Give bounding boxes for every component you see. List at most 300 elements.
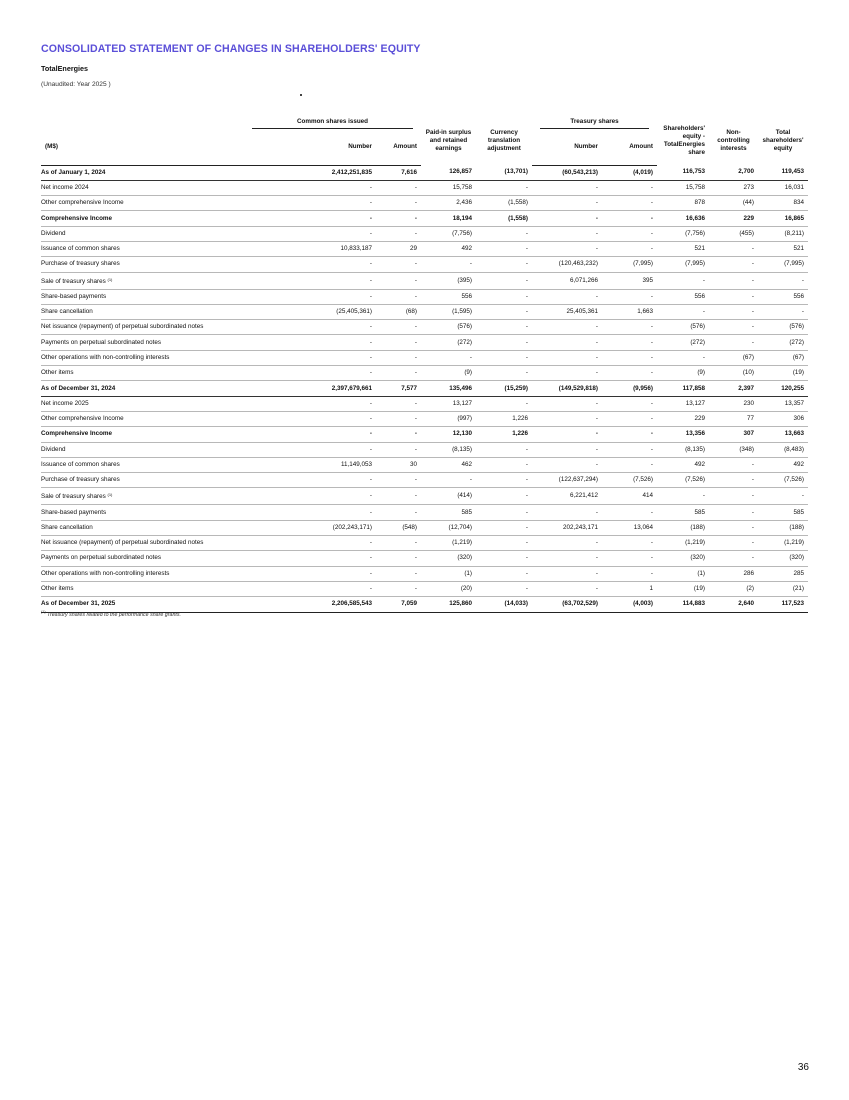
- table-cell: (548): [376, 520, 421, 535]
- table-cell: 16,636: [657, 211, 709, 226]
- table-cell: -: [376, 488, 421, 505]
- table-cell: -: [532, 581, 602, 596]
- table-cell: (202,243,171): [244, 520, 376, 535]
- table-cell: 1,226: [476, 427, 532, 442]
- table-cell: -: [532, 427, 602, 442]
- row-label: [41, 442, 244, 457]
- table-row: [41, 289, 808, 304]
- table-cell: -: [376, 257, 421, 272]
- table-cell: -: [421, 473, 476, 488]
- table-cell: (8,135): [421, 442, 476, 457]
- row-label-text: Issuance of common shares: [41, 460, 120, 468]
- table-row: [41, 381, 808, 396]
- row-label: [41, 257, 244, 272]
- table-cell: (7,526): [758, 473, 808, 488]
- table-cell: 1,226: [476, 411, 532, 426]
- header-total-equity: Total shareholders' equity: [762, 129, 804, 152]
- table-cell: (188): [758, 520, 808, 535]
- table-row: [41, 442, 808, 457]
- table-cell: -: [476, 581, 532, 596]
- table-cell: -: [758, 488, 808, 505]
- table-cell: (15,259): [476, 381, 532, 396]
- row-label-text: Other operations with non-controlling interests: [41, 353, 170, 361]
- table-row: [41, 165, 808, 180]
- table-cell: 13,357: [758, 396, 808, 411]
- table-cell: -: [244, 488, 376, 505]
- row-label-text: Purchase of treasury shares: [41, 476, 120, 484]
- table-cell: -: [602, 180, 657, 195]
- table-row: [41, 335, 808, 350]
- table-cell: -: [476, 241, 532, 256]
- table-cell: (1,595): [421, 304, 476, 319]
- table-cell: (348): [709, 442, 758, 457]
- table-header: [41, 117, 808, 165]
- table-cell: -: [476, 566, 532, 581]
- table-cell: -: [709, 473, 758, 488]
- table-cell: -: [476, 366, 532, 381]
- table-cell: 13,663: [758, 427, 808, 442]
- row-label-text: Other items: [41, 585, 74, 593]
- row-label-text: As of January 1, 2024: [41, 168, 106, 176]
- table-cell: 15,758: [657, 180, 709, 195]
- table-cell: 126,857: [421, 165, 476, 180]
- table-cell: -: [421, 350, 476, 365]
- row-label-text: Payments on perpetual subordinated notes: [41, 554, 162, 562]
- table-cell: -: [657, 350, 709, 365]
- table-cell: 229: [657, 411, 709, 426]
- header-unit-label: (M$): [41, 129, 244, 165]
- table-row: [41, 320, 808, 335]
- table-cell: -: [376, 335, 421, 350]
- table-cell: -: [476, 551, 532, 566]
- table-cell: (4,019): [602, 165, 657, 180]
- table-cell: (149,529,818): [532, 381, 602, 396]
- table-cell: -: [244, 551, 376, 566]
- table-cell: 395: [602, 272, 657, 289]
- row-label: [41, 457, 244, 472]
- table-cell: -: [532, 320, 602, 335]
- table-cell: 116,753: [657, 165, 709, 180]
- table-row: [41, 488, 808, 505]
- row-label-text: Sale of treasury shares: [41, 277, 106, 285]
- table-cell: (67): [709, 350, 758, 365]
- table-cell: -: [244, 442, 376, 457]
- table-cell: 7,059: [376, 597, 421, 612]
- table-cell: 117,858: [657, 381, 709, 396]
- table-cell: -: [376, 473, 421, 488]
- table-row: [41, 272, 808, 289]
- row-label: [41, 366, 244, 381]
- header-currency-translation: Currency translation adjustment: [487, 129, 521, 152]
- table-cell: (320): [758, 551, 808, 566]
- table-cell: 229: [709, 211, 758, 226]
- row-label: [41, 581, 244, 596]
- table-cell: -: [532, 411, 602, 426]
- row-label-text: Dividend: [41, 445, 66, 453]
- table-cell: -: [532, 551, 602, 566]
- header-treasury-amount: Amount: [602, 129, 657, 165]
- table-cell: 2,700: [709, 165, 758, 180]
- table-cell: (272): [421, 335, 476, 350]
- table-cell: -: [532, 366, 602, 381]
- table-cell: (9): [421, 366, 476, 381]
- table-cell: -: [244, 350, 376, 365]
- table-row: [41, 581, 808, 596]
- table-cell: 25,405,361: [532, 304, 602, 319]
- header-group-treasury-shares: Treasury shares: [532, 117, 657, 129]
- table-cell: -: [476, 520, 532, 535]
- row-label: [41, 473, 244, 488]
- table-cell: -: [602, 457, 657, 472]
- table-cell: (7,995): [657, 257, 709, 272]
- row-label-text: Other comprehensive Income: [41, 199, 124, 207]
- table-cell: 15,758: [421, 180, 476, 195]
- table-cell: -: [376, 536, 421, 551]
- row-label: [41, 320, 244, 335]
- table-cell: -: [532, 396, 602, 411]
- table-cell: -: [476, 396, 532, 411]
- row-label-text: Comprehensive Income: [41, 214, 113, 222]
- table-cell: -: [476, 335, 532, 350]
- table-cell: (7,756): [657, 226, 709, 241]
- table-cell: (9,956): [602, 381, 657, 396]
- table-cell: (1,558): [476, 211, 532, 226]
- table-cell: -: [709, 520, 758, 535]
- row-label: [41, 304, 244, 319]
- row-label-text: Other operations with non-controlling interests: [41, 569, 170, 577]
- row-label: [41, 350, 244, 365]
- table-cell: 521: [758, 241, 808, 256]
- table-cell: -: [532, 226, 602, 241]
- table-cell: -: [709, 505, 758, 520]
- table-cell: (7,995): [602, 257, 657, 272]
- table-cell: -: [376, 180, 421, 195]
- row-label: [41, 211, 244, 226]
- table-cell: 230: [709, 396, 758, 411]
- table-cell: -: [602, 442, 657, 457]
- table-cell: 202,243,171: [532, 520, 602, 535]
- row-label-text: As of December 31, 2025: [41, 600, 116, 608]
- table-cell: (60,543,213): [532, 165, 602, 180]
- table-row: [41, 241, 808, 256]
- table-row: [41, 473, 808, 488]
- table-row: [41, 257, 808, 272]
- table-cell: 2,397: [709, 381, 758, 396]
- table-cell: 273: [709, 180, 758, 195]
- table-cell: 556: [657, 289, 709, 304]
- table-cell: (19): [758, 366, 808, 381]
- table-cell: -: [709, 289, 758, 304]
- header-shareholders-equity: Shareholders' equity - TotalEnergies share: [663, 125, 706, 156]
- table-cell: -: [244, 320, 376, 335]
- table-cell: 30: [376, 457, 421, 472]
- table-cell: (67): [758, 350, 808, 365]
- table-cell: (63,702,529): [532, 597, 602, 612]
- table-cell: -: [709, 536, 758, 551]
- table-cell: 492: [657, 457, 709, 472]
- table-cell: (395): [421, 272, 476, 289]
- table-cell: (414): [421, 488, 476, 505]
- table-cell: 12,130: [421, 427, 476, 442]
- table-cell: -: [476, 226, 532, 241]
- table-cell: -: [421, 257, 476, 272]
- row-label-text: Issuance of common shares: [41, 245, 120, 253]
- table-cell: 585: [421, 505, 476, 520]
- table-cell: (272): [657, 335, 709, 350]
- row-label-text: Net income 2025: [41, 399, 89, 407]
- table-cell: -: [602, 196, 657, 211]
- page-number: 36: [797, 1062, 809, 1073]
- table-cell: (576): [758, 320, 808, 335]
- table-cell: -: [376, 272, 421, 289]
- table-cell: (25,405,361): [244, 304, 376, 319]
- table-cell: -: [476, 272, 532, 289]
- table-cell: -: [376, 505, 421, 520]
- table-cell: -: [602, 320, 657, 335]
- table-cell: (320): [657, 551, 709, 566]
- table-row: [41, 427, 808, 442]
- table-cell: 13,127: [421, 396, 476, 411]
- table-cell: (122,637,294): [532, 473, 602, 488]
- table-cell: 29: [376, 241, 421, 256]
- table-row: [41, 520, 808, 535]
- table-cell: (997): [421, 411, 476, 426]
- table-cell: (19): [657, 581, 709, 596]
- table-cell: -: [709, 335, 758, 350]
- table-cell: -: [602, 505, 657, 520]
- table-cell: -: [602, 350, 657, 365]
- footnote-ref: (1): [107, 276, 113, 282]
- table-cell: -: [476, 350, 532, 365]
- table-cell: -: [532, 536, 602, 551]
- table-cell: -: [376, 427, 421, 442]
- table-cell: 1: [602, 581, 657, 596]
- row-label-text: Net issuance (repayment) of perpetual subordinated notes: [41, 539, 204, 547]
- table-cell: -: [602, 289, 657, 304]
- table-cell: (68): [376, 304, 421, 319]
- row-label: [41, 226, 244, 241]
- table-cell: -: [532, 335, 602, 350]
- table-cell: 414: [602, 488, 657, 505]
- table-cell: 556: [421, 289, 476, 304]
- row-label-text: Comprehensive Income: [41, 430, 113, 438]
- table-cell: -: [657, 272, 709, 289]
- table-cell: 2,397,679,661: [244, 381, 376, 396]
- table-cell: -: [376, 396, 421, 411]
- table-cell: -: [244, 257, 376, 272]
- decorative-dot: [300, 94, 302, 96]
- table-cell: -: [244, 411, 376, 426]
- table-cell: -: [244, 396, 376, 411]
- table-cell: -: [244, 180, 376, 195]
- table-cell: (1): [657, 566, 709, 581]
- row-label-text: Share-based payments: [41, 508, 107, 516]
- table-cell: -: [709, 304, 758, 319]
- row-label-text: Dividend: [41, 229, 66, 237]
- table-cell: -: [532, 180, 602, 195]
- table-cell: (576): [421, 320, 476, 335]
- table-cell: -: [602, 536, 657, 551]
- table-cell: (44): [709, 196, 758, 211]
- table-cell: -: [244, 473, 376, 488]
- table-cell: (8,211): [758, 226, 808, 241]
- table-cell: -: [709, 320, 758, 335]
- row-label: [41, 505, 244, 520]
- table-cell: (1,219): [758, 536, 808, 551]
- table-cell: -: [476, 257, 532, 272]
- table-cell: (320): [421, 551, 476, 566]
- table-row: [41, 366, 808, 381]
- table-cell: (10): [709, 366, 758, 381]
- table-cell: -: [476, 442, 532, 457]
- table-cell: -: [532, 196, 602, 211]
- table-row: [41, 304, 808, 319]
- table-cell: -: [709, 488, 758, 505]
- row-label-text: Net income 2024: [41, 183, 89, 191]
- table-cell: (8,135): [657, 442, 709, 457]
- table-cell: -: [602, 396, 657, 411]
- table-cell: 2,640: [709, 597, 758, 612]
- row-label: [41, 289, 244, 304]
- table-cell: (7,526): [602, 473, 657, 488]
- row-label: [41, 520, 244, 535]
- table-cell: -: [602, 211, 657, 226]
- table-cell: 117,523: [758, 597, 808, 612]
- footnote-text: Treasury shares related to the performance share grants.: [47, 611, 181, 618]
- table-cell: 7,577: [376, 381, 421, 396]
- row-label-text: Share cancellation: [41, 523, 93, 531]
- table-cell: (188): [657, 520, 709, 535]
- table-cell: (7,526): [657, 473, 709, 488]
- table-row: [41, 551, 808, 566]
- table-cell: -: [376, 226, 421, 241]
- row-label: [41, 335, 244, 350]
- table-cell: 306: [758, 411, 808, 426]
- table-row: [41, 211, 808, 226]
- row-label: [41, 241, 244, 256]
- row-label-text: Purchase of treasury shares: [41, 260, 120, 268]
- table-row: [41, 350, 808, 365]
- table-row: [41, 536, 808, 551]
- table-cell: 834: [758, 196, 808, 211]
- page-title: CONSOLIDATED STATEMENT OF CHANGES IN SHAREHOLDERS' EQUITY: [41, 43, 421, 55]
- table-cell: -: [244, 226, 376, 241]
- row-label: [41, 488, 244, 505]
- table-cell: -: [376, 411, 421, 426]
- table-cell: 18,194: [421, 211, 476, 226]
- table-cell: 878: [657, 196, 709, 211]
- table-row: [41, 566, 808, 581]
- row-label: [41, 427, 244, 442]
- row-label: [41, 396, 244, 411]
- table-cell: -: [758, 304, 808, 319]
- row-label-text: Payments on perpetual subordinated notes: [41, 338, 162, 346]
- table-cell: -: [602, 335, 657, 350]
- table-cell: -: [532, 566, 602, 581]
- table-cell: -: [602, 241, 657, 256]
- table-cell: 77: [709, 411, 758, 426]
- table-cell: -: [657, 304, 709, 319]
- table-cell: -: [602, 427, 657, 442]
- table-cell: (272): [758, 335, 808, 350]
- table-cell: -: [476, 488, 532, 505]
- table-cell: -: [476, 505, 532, 520]
- table-cell: 462: [421, 457, 476, 472]
- table-cell: 120,255: [758, 381, 808, 396]
- table-cell: (1,219): [657, 536, 709, 551]
- table-cell: -: [476, 320, 532, 335]
- table-cell: 2,436: [421, 196, 476, 211]
- row-label-text: Sale of treasury shares: [41, 493, 106, 501]
- table-cell: -: [376, 289, 421, 304]
- table-cell: 492: [421, 241, 476, 256]
- header-group-common-shares: Common shares issued: [244, 117, 421, 129]
- table-cell: 125,860: [421, 597, 476, 612]
- table-cell: 585: [758, 505, 808, 520]
- table-row: [41, 396, 808, 411]
- row-label-text: As of December 31, 2024: [41, 384, 116, 392]
- table-cell: 114,883: [657, 597, 709, 612]
- table-cell: -: [532, 442, 602, 457]
- table-cell: -: [758, 272, 808, 289]
- table-cell: 11,149,053: [244, 457, 376, 472]
- table-cell: -: [532, 211, 602, 226]
- table-cell: -: [532, 241, 602, 256]
- table-cell: -: [532, 505, 602, 520]
- table-cell: 16,031: [758, 180, 808, 195]
- table-cell: -: [476, 289, 532, 304]
- table-cell: -: [244, 335, 376, 350]
- row-label: [41, 165, 244, 180]
- table-cell: -: [376, 566, 421, 581]
- table-cell: 556: [758, 289, 808, 304]
- table-cell: -: [602, 411, 657, 426]
- table-cell: -: [476, 536, 532, 551]
- row-label-text: Share-based payments: [41, 292, 107, 300]
- table-cell: (13,701): [476, 165, 532, 180]
- table-cell: 521: [657, 241, 709, 256]
- table-cell: -: [709, 457, 758, 472]
- table-cell: 13,127: [657, 396, 709, 411]
- footnote: [41, 610, 181, 618]
- header-paid-in-surplus: Paid-in surplus and retained earnings: [425, 129, 472, 152]
- row-label: [41, 536, 244, 551]
- table-cell: (20): [421, 581, 476, 596]
- table-cell: -: [244, 272, 376, 289]
- table-cell: (576): [657, 320, 709, 335]
- table-body: [41, 165, 808, 612]
- table-cell: 2,206,585,543: [244, 597, 376, 612]
- table-cell: -: [376, 581, 421, 596]
- table-cell: -: [532, 289, 602, 304]
- table-cell: -: [709, 257, 758, 272]
- table-cell: -: [709, 241, 758, 256]
- table-cell: (1,558): [476, 196, 532, 211]
- row-label: [41, 180, 244, 195]
- table-cell: -: [244, 196, 376, 211]
- table-cell: -: [376, 320, 421, 335]
- table-cell: -: [244, 581, 376, 596]
- table-cell: -: [602, 566, 657, 581]
- table-cell: (120,463,232): [532, 257, 602, 272]
- table-cell: -: [244, 505, 376, 520]
- header-spacer: [41, 117, 244, 129]
- header-common-amount: Amount: [376, 129, 421, 165]
- footnote-marker: (1): [41, 610, 46, 614]
- table-cell: 7,616: [376, 165, 421, 180]
- table-row: [41, 457, 808, 472]
- table-cell: 492: [758, 457, 808, 472]
